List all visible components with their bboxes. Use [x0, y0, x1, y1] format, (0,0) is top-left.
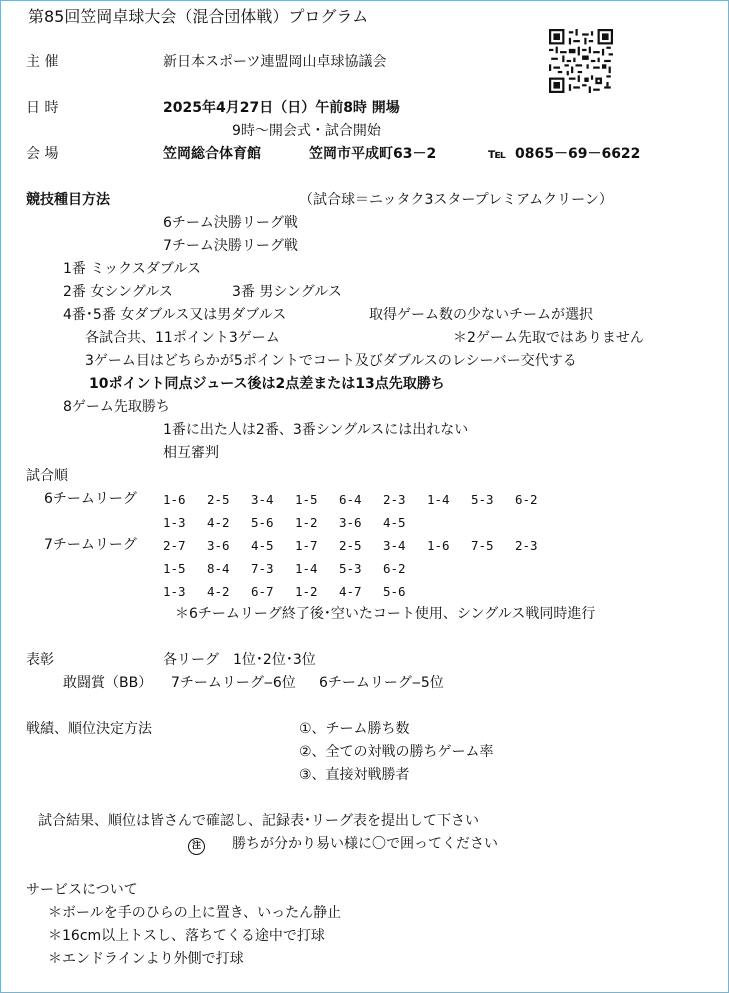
match-pairing: 4-5	[251, 538, 274, 553]
match-pairing: 2-5	[339, 538, 362, 553]
match-pairing: 1-2	[295, 515, 318, 530]
rule-umpire: 相互審判	[163, 445, 219, 461]
venue-name: 笠岡総合体育館	[163, 146, 261, 162]
league7-format: 7チーム決勝リーグ戦	[163, 238, 298, 254]
league6-format: 6チーム決勝リーグ戦	[163, 215, 298, 231]
match-pairing: 7-3	[251, 561, 274, 576]
match-pairing: 1-3	[163, 584, 186, 599]
page-title: 第85回笠岡卓球大会（混合団体戦）プログラム	[28, 7, 369, 26]
match-pairing: 4-2	[207, 584, 230, 599]
match-pairing: 1-3	[163, 515, 186, 530]
organizer-label: 主 催	[26, 54, 59, 70]
match-pairing: 2-3	[515, 538, 538, 553]
date-sub: 9時～開会式・試合開始	[232, 123, 381, 139]
match-pairing: 5-6	[251, 515, 274, 530]
ranking-heading: 戦績、順位決定方法	[26, 721, 152, 737]
match-pairing: 5-3	[339, 561, 362, 576]
match-pairing: 2-5	[207, 492, 230, 507]
service-rule: ＊エンドラインより外側で打球	[48, 951, 244, 967]
match-pairing: 2-7	[163, 538, 186, 553]
match-pairing: 5-6	[383, 584, 406, 599]
match-pairing: 1-6	[163, 492, 186, 507]
results-note: 勝ちが分かり易い様に〇で囲ってください	[232, 836, 498, 852]
schedule-note: ＊6チームリーグ終了後･空いたコート使用、シングルス戦同時進行	[175, 606, 596, 622]
note-mark-wrap	[188, 835, 205, 855]
match-pairing: 1-4	[427, 492, 450, 507]
order-1: 1番 ミックスダブルス	[63, 261, 201, 277]
fighting-spirit-7: 7チームリーグ‒6位	[171, 675, 296, 691]
awards-leagues: 各リーグ 1位･2位･3位	[163, 652, 316, 668]
match-pairing: 4-2	[207, 515, 230, 530]
service-rule: ＊ボールを手のひらの上に置き、いったん静止	[48, 905, 342, 921]
ranking-item: ③、直接対戦勝者	[299, 767, 410, 783]
match-pairing: 6-2	[515, 492, 538, 507]
match-pairing: 3-6	[339, 515, 362, 530]
rule-games-note: ＊2ゲーム先取ではありません	[453, 330, 644, 346]
date-value: 2025年4月27日（日）午前8時 開場	[163, 100, 400, 116]
qr-code-icon	[549, 29, 613, 93]
match-pairing: 3-6	[207, 538, 230, 553]
order-4-5: 4番･5番 女ダブルス又は男ダブルス	[63, 307, 287, 323]
match-pairing: 1-2	[295, 584, 318, 599]
match-pairing: 8-4	[207, 561, 230, 576]
events-heading: 競技種目方法	[26, 192, 110, 208]
league6-label: 6チームリーグ	[44, 491, 137, 507]
match-pairing: 3-4	[383, 538, 406, 553]
ball-note: （試合球＝ニッタク3スタープレミアムクリーン）	[299, 192, 613, 208]
match-pairing: 1-4	[295, 561, 318, 576]
fighting-spirit-label: 敢闘賞（BB）	[63, 675, 153, 691]
match-pairing: 1-5	[295, 492, 318, 507]
date-label: 日 時	[26, 100, 59, 116]
match-pairing: 2-3	[383, 492, 406, 507]
match-pairing: 6-2	[383, 561, 406, 576]
service-rule: ＊16cm以上トスし、落ちてくる途中で打球	[48, 928, 325, 944]
order-3: 3番 男シングルス	[232, 284, 342, 300]
match-pairing: 1-7	[295, 538, 318, 553]
order-4-5-note: 取得ゲーム数の少ないチームが選択	[369, 307, 593, 323]
results-instruction: 試合結果、順位は皆さんで確認し、記録表･リーグ表を提出して下さい	[38, 813, 479, 829]
match-pairing: 6-7	[251, 584, 274, 599]
match-pairing: 3-4	[251, 492, 274, 507]
rule-win: 8ゲーム先取勝ち	[63, 399, 170, 415]
rule-player: 1番に出た人は2番、3番シングルスには出れない	[163, 422, 469, 438]
fighting-spirit-6: 6チームリーグ‒5位	[319, 675, 444, 691]
venue-address: 笠岡市平成町63－2	[309, 146, 437, 162]
venue-label: 会 場	[26, 146, 59, 162]
match-pairing: 1-6	[427, 538, 450, 553]
organizer-value: 新日本スポーツ連盟岡山卓球協議会	[163, 54, 387, 70]
match-pairing: 4-7	[339, 584, 362, 599]
match-pairing: 5-3	[471, 492, 494, 507]
ranking-item: ②、全ての対戦の勝ちゲーム率	[299, 744, 494, 760]
league7-label: 7チームリーグ	[44, 537, 137, 553]
service-heading: サービスについて	[26, 882, 138, 898]
match-pairing: 1-5	[163, 561, 186, 576]
rule-deuce: 10ポイント同点ジュース後は2点差または13点先取勝ち	[89, 376, 445, 392]
schedule-heading: 試合順	[26, 468, 68, 484]
ranking-item: ①、チーム勝ち数	[299, 721, 410, 737]
venue-tel: 0865－69－6622	[515, 146, 641, 162]
note-mark: 注	[188, 838, 205, 855]
rule-swap: 3ゲーム目はどちらかが5ポイントでコート及びダブルスのレシーバー交代する	[85, 353, 577, 369]
tel-icon: ℡	[488, 146, 506, 162]
order-2: 2番 女シングルス	[63, 284, 173, 300]
rule-games: 各試合共、11ポイント3ゲーム	[85, 330, 280, 346]
awards-heading: 表彰	[26, 652, 54, 668]
match-pairing: 7-5	[471, 538, 494, 553]
match-pairing: 6-4	[339, 492, 362, 507]
match-pairing: 4-5	[383, 515, 406, 530]
